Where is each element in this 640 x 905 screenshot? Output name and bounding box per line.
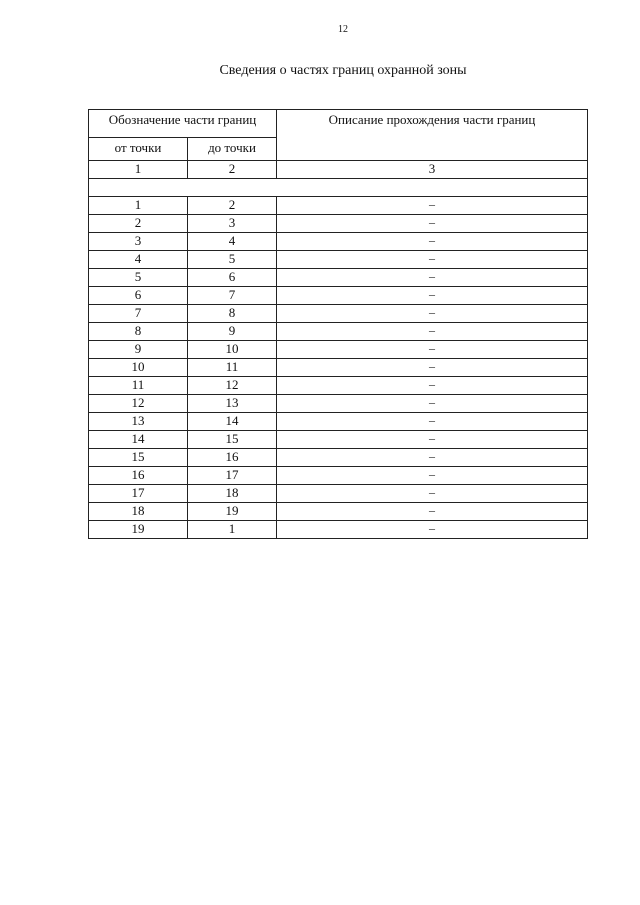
from-point-cell: 6 (89, 287, 188, 305)
description-cell: – (277, 341, 588, 359)
from-point-cell: 12 (89, 395, 188, 413)
table-row (89, 377, 588, 395)
description-cell: – (277, 413, 588, 431)
table-row (89, 413, 588, 431)
column-number-row (89, 161, 588, 179)
header-from-cell: от точки (89, 138, 188, 161)
table-row (89, 467, 588, 485)
from-point-cell: 14 (89, 431, 188, 449)
from-point-cell: 18 (89, 503, 188, 521)
table-row (89, 197, 588, 215)
description-cell: – (277, 485, 588, 503)
to-point-cell: 8 (188, 305, 277, 323)
description-cell: – (277, 467, 588, 485)
table-row (89, 323, 588, 341)
column-number-cell: 3 (277, 161, 588, 179)
description-cell: – (277, 431, 588, 449)
table-row (89, 449, 588, 467)
to-point-cell: 11 (188, 359, 277, 377)
from-point-cell: 9 (89, 341, 188, 359)
description-cell: – (277, 287, 588, 305)
to-point-cell: 12 (188, 377, 277, 395)
from-point-cell: 16 (89, 467, 188, 485)
from-point-cell: 17 (89, 485, 188, 503)
to-point-cell: 1 (188, 521, 277, 539)
from-point-cell: 3 (89, 233, 188, 251)
table-row (89, 233, 588, 251)
header-description-cell: Описание прохождения части границ (277, 110, 588, 161)
to-point-cell: 13 (188, 395, 277, 413)
from-point-cell: 7 (89, 305, 188, 323)
to-point-cell: 18 (188, 485, 277, 503)
document-title: Сведения о частях границ охранной зоны (219, 63, 467, 78)
from-point-cell: 10 (89, 359, 188, 377)
from-point-cell: 2 (89, 215, 188, 233)
description-cell: – (277, 503, 588, 521)
description-cell: – (277, 215, 588, 233)
description-cell: – (277, 323, 588, 341)
description-cell: – (277, 197, 588, 215)
table-row (89, 215, 588, 233)
description-cell: – (277, 521, 588, 539)
table-row (89, 287, 588, 305)
description-cell: – (277, 377, 588, 395)
header-group-cell: Обозначение части границ (89, 110, 277, 138)
description-cell: – (277, 359, 588, 377)
to-point-cell: 10 (188, 341, 277, 359)
empty-cell (89, 179, 588, 197)
to-point-cell: 6 (188, 269, 277, 287)
column-number-cell: 2 (188, 161, 277, 179)
table-row (89, 431, 588, 449)
to-point-cell: 16 (188, 449, 277, 467)
to-point-cell: 14 (188, 413, 277, 431)
from-point-cell: 15 (89, 449, 188, 467)
to-point-cell: 7 (188, 287, 277, 305)
from-point-cell: 8 (89, 323, 188, 341)
header-to-cell: до точки (188, 138, 277, 161)
to-point-cell: 3 (188, 215, 277, 233)
description-cell: – (277, 449, 588, 467)
description-cell: – (277, 269, 588, 287)
table-row (89, 395, 588, 413)
boundary-parts-table (88, 109, 588, 539)
description-cell: – (277, 305, 588, 323)
to-point-cell: 17 (188, 467, 277, 485)
description-cell: – (277, 233, 588, 251)
from-point-cell: 5 (89, 269, 188, 287)
to-point-cell: 2 (188, 197, 277, 215)
table-row (89, 359, 588, 377)
table-row (89, 503, 588, 521)
to-point-cell: 19 (188, 503, 277, 521)
from-point-cell: 13 (89, 413, 188, 431)
empty-row (89, 179, 588, 197)
table-row (89, 251, 588, 269)
from-point-cell: 4 (89, 251, 188, 269)
to-point-cell: 5 (188, 251, 277, 269)
to-point-cell: 15 (188, 431, 277, 449)
description-cell: – (277, 251, 588, 269)
table-row (89, 305, 588, 323)
from-point-cell: 11 (89, 377, 188, 395)
table-body (89, 110, 588, 539)
to-point-cell: 9 (188, 323, 277, 341)
header-row (89, 110, 588, 138)
table-row (89, 521, 588, 539)
description-cell: – (277, 395, 588, 413)
table-row (89, 269, 588, 287)
page-number: 12 (338, 24, 348, 35)
from-point-cell: 1 (89, 197, 188, 215)
column-number-cell: 1 (89, 161, 188, 179)
from-point-cell: 19 (89, 521, 188, 539)
table-row (89, 341, 588, 359)
table-row (89, 485, 588, 503)
to-point-cell: 4 (188, 233, 277, 251)
